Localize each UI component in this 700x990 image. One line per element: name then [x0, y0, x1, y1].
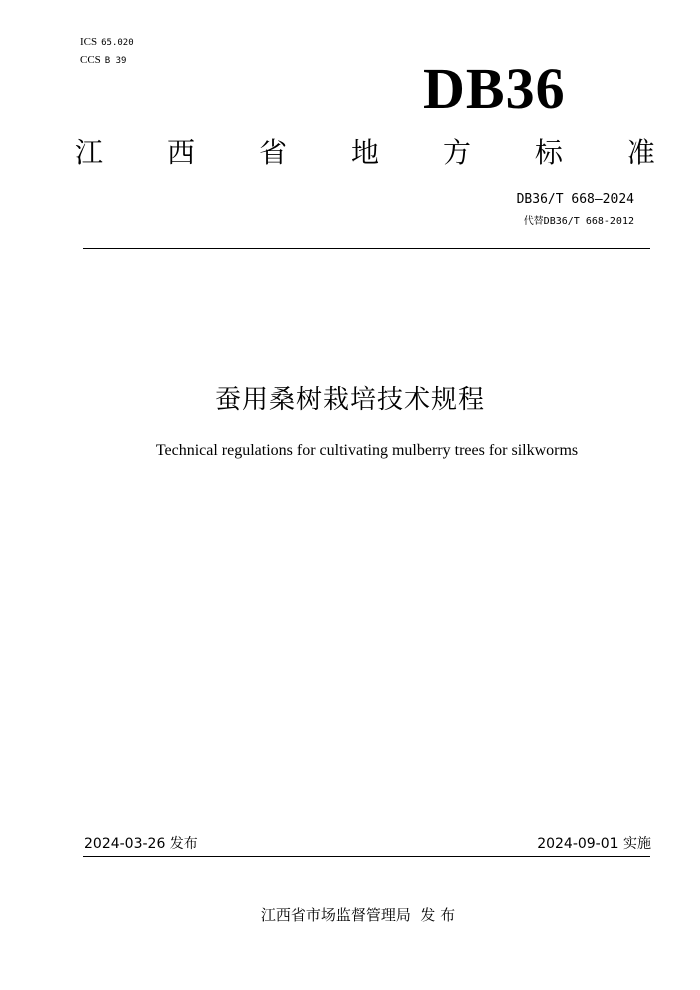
- standard-type-char: 地: [350, 136, 379, 169]
- db36-logo: DB36: [423, 56, 566, 121]
- standard-type-char: 准: [626, 136, 655, 169]
- issuing-authority: 江西省市场监督管理局 发 布: [260, 906, 456, 924]
- footer-divider: [83, 856, 650, 857]
- standard-type-char: 标: [534, 136, 563, 169]
- ics-classification: [80, 35, 134, 50]
- document-title-chinese: 蚕用桑树栽培技术规程: [214, 385, 485, 415]
- standard-type-char: 方: [442, 136, 471, 169]
- ccs-classification: [80, 53, 126, 68]
- standard-type-heading: [75, 134, 655, 172]
- header-divider: [83, 248, 650, 249]
- replaces-standard: 代替DB36/T 668-2012: [523, 216, 634, 227]
- standard-type-char: 西: [166, 136, 195, 169]
- standard-type-char: 省: [258, 136, 287, 169]
- standard-type-char: 江: [75, 136, 104, 169]
- implementation-date: 2024-09-01 实施: [537, 836, 651, 852]
- ccs-label: CCS: [80, 54, 101, 66]
- standard-number: DB36/T 668—2024: [516, 192, 634, 207]
- issue-date: 2024-03-26 发布: [84, 836, 198, 852]
- document-title-english: Technical regulations for cultivating mulberry trees for silkworms: [155, 442, 579, 459]
- ics-code: 65.020: [101, 38, 134, 48]
- ccs-code: B 39: [104, 56, 127, 66]
- ics-label: ICS: [80, 36, 98, 48]
